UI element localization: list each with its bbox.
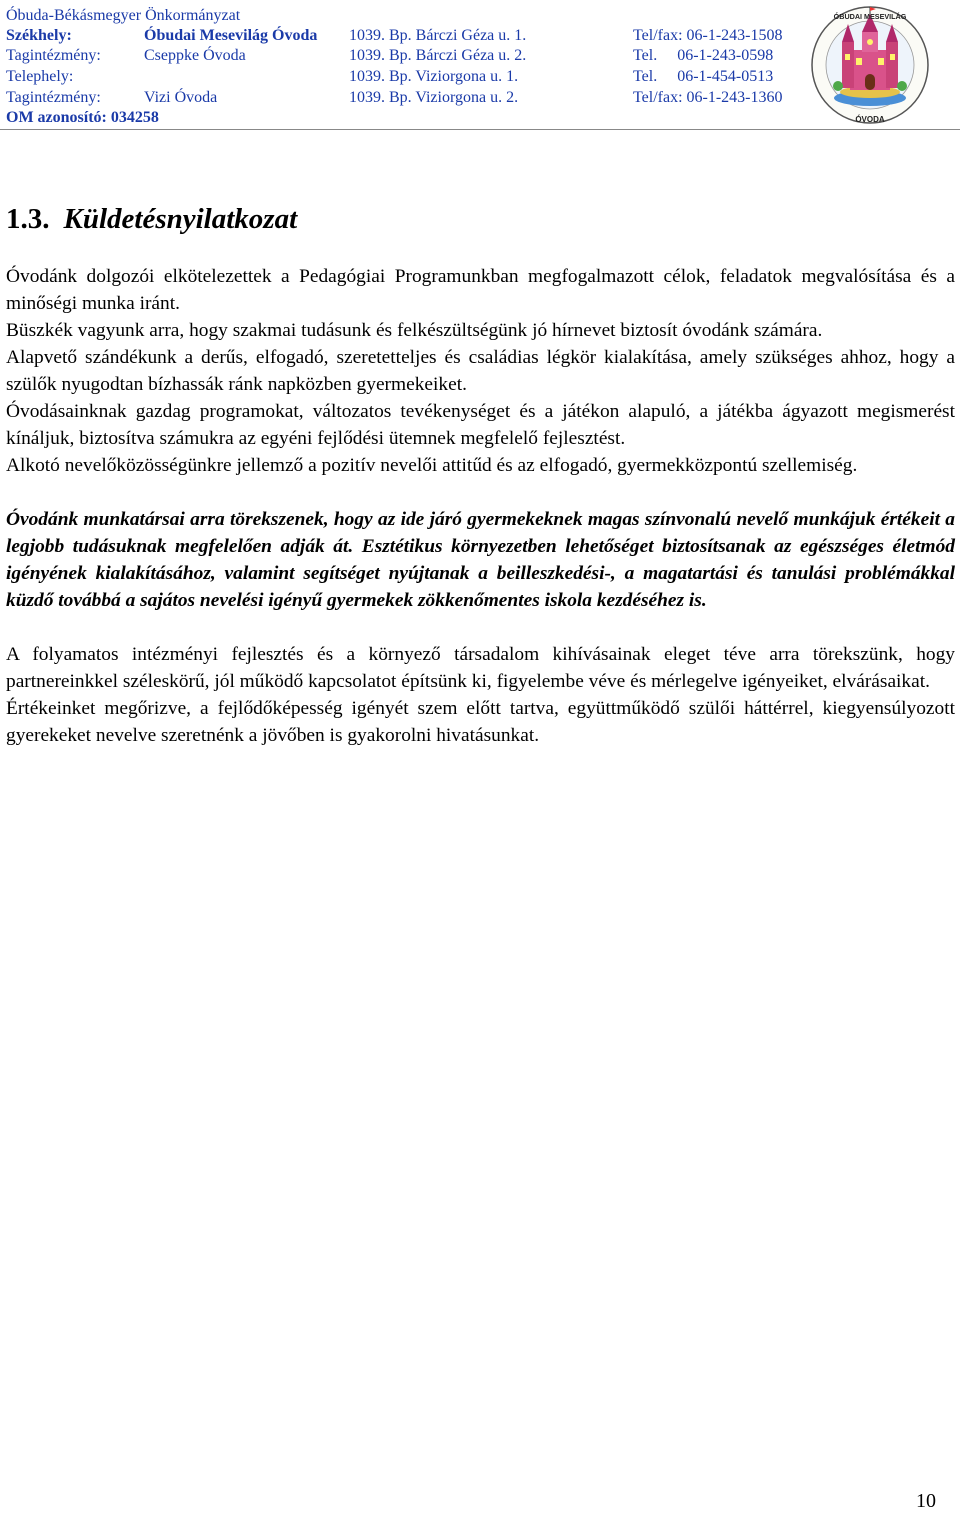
row-label: Tagintézmény: <box>6 47 101 64</box>
section-heading <box>6 200 297 238</box>
emphasized-paragraph: Óvodánk munkatársai arra törekszenek, hogy az ide járó gyermekeknek magas színvonalú nevelő munkájuk értékeit a legjobb tudásuknak megfelelően adják át. Esztétikus környezetben lehetőséget biztosítsanak az egészséges életmód igényének kialakításához, valamint segítséget nyújtanak a beilleszkedési-, a magatartási és tanulási problémákkal küzdő továbbá a sajátos nevelési igényű gyermekek zökkenőmentes iskola kezdéséhez is. <box>6 509 955 611</box>
mission-statement-body <box>6 263 955 749</box>
spacer <box>6 614 955 641</box>
row-institution: Óbudai Mesevilág Óvoda <box>144 27 318 44</box>
logo-bottom-text: ÓVODA <box>855 115 885 124</box>
row-label: Székhely: <box>6 27 72 44</box>
row-address: 1039. Bp. Viziorgona u. 2. <box>349 89 519 106</box>
paragraph: A folyamatos intézményi fejlesztés és a környező társadalom kihívásainak eleget téve arra törekszünk, hogy partnereinkkel széleskörű, jól működő kapcsolatot építsünk ki, figyelembe véve és mérlegelve igényeiket, elvárásaikat. <box>6 644 955 692</box>
paragraph: Óvodánk dolgozói elkötelezettek a Pedagógiai Programunkban megfogalmazott célok, feladatok megvalósítása és a minőségi munka iránt. <box>6 266 955 314</box>
paragraph: Alapvető szándékunk a derűs, elfogadó, szeretetteljes és családias légkör kialakítása, amely szükséges ahhoz, hogy a szülők nyugodtan bízhassák ránk napközben gyermekeiket. <box>6 347 955 395</box>
om-identifier: OM azonosító: 034258 <box>6 109 159 126</box>
row-phone: Tel. 06-1-243-0598 <box>633 47 774 64</box>
paragraph: Óvodásainknak gazdag programokat, változatos tevékenységet és a játékon alapuló, a játékba ágyazott megismerést kínáljuk, biztosítva számukra az egyéni fejlődési ütemnek megfelelő fejlesztést. <box>6 401 955 449</box>
row-phone: Tel. 06-1-454-0513 <box>633 68 774 85</box>
page-number: 10 <box>916 1490 936 1512</box>
header-divider <box>0 129 960 130</box>
row-institution: Cseppke Óvoda <box>144 47 246 64</box>
letterhead <box>0 0 960 131</box>
row-label: Telephely: <box>6 68 74 85</box>
row-phone: Tel/fax: 06-1-243-1360 <box>633 89 783 106</box>
logo-top-text: ÓBUDAI MESEVILÁG <box>833 12 907 21</box>
section-number: 1.3. <box>6 203 50 235</box>
castle-logo-icon <box>806 2 934 129</box>
paragraph: Alkotó nevelőközösségünkre jellemző a pozitív nevelői attitűd és az elfogadó, gyermekközpontú szellemiség. <box>6 455 858 476</box>
spacer <box>6 479 955 506</box>
row-label: Tagintézmény: <box>6 89 101 106</box>
section-title: Küldetésnyilatkozat <box>63 203 298 235</box>
paragraph: Büszkék vagyunk arra, hogy szakmai tudásunk és felkészültségünk jó hírnevet biztosít óvodánk számára. <box>6 320 823 341</box>
row-institution: Vizi Óvoda <box>144 89 218 106</box>
row-address: 1039. Bp. Bárczi Géza u. 1. <box>349 27 527 44</box>
paragraph: Értékeinket megőrizve, a fejlődőképesség igényét szem előtt tartva, együttműködő szülői háttérrel, kiegyensúlyozott gyerekeket nevelve szeretnénk a jövőben is gyakorolni hivatásunkat. <box>6 698 955 746</box>
row-address: 1039. Bp. Viziorgona u. 1. <box>349 68 519 85</box>
row-phone: Tel/fax: 06-1-243-1508 <box>633 27 783 44</box>
row-address: 1039. Bp. Bárczi Géza u. 2. <box>349 47 527 64</box>
municipality-name: Óbuda-Békásmegyer Önkormányzat <box>6 7 241 24</box>
